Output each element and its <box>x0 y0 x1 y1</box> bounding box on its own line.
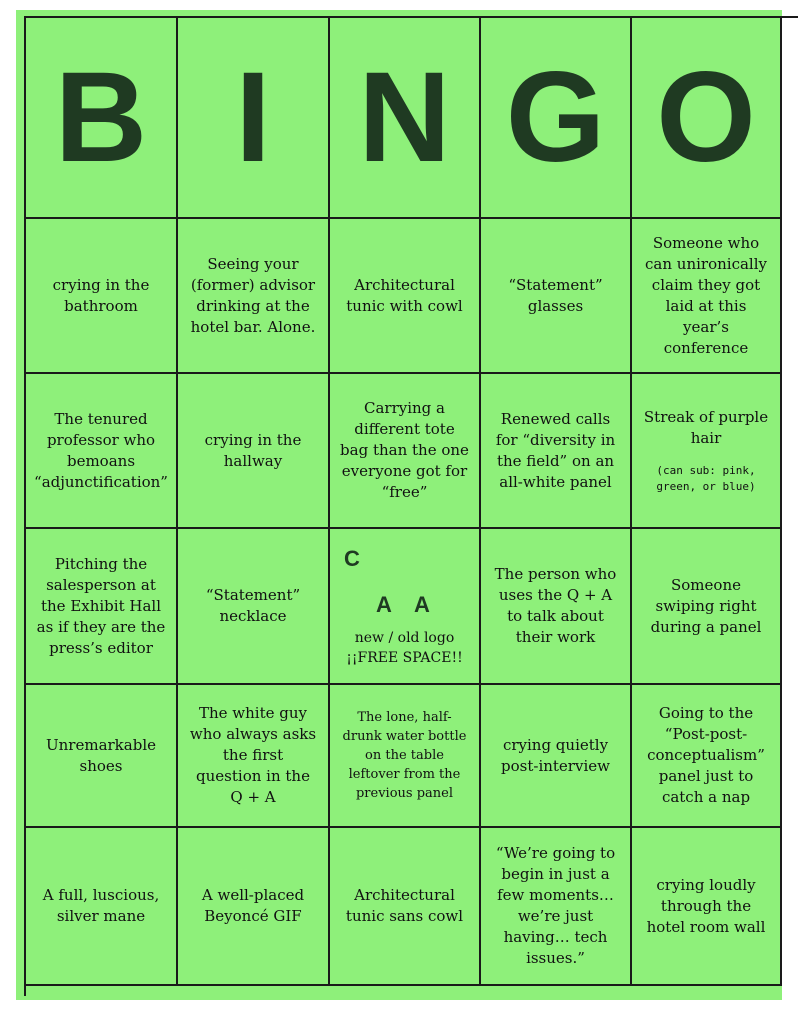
bingo-square[interactable]: Going to the “Post-post-conceptualism” panel just to catch a nap <box>632 685 782 828</box>
bingo-square[interactable]: crying in the hallway <box>178 374 330 529</box>
bingo-square[interactable]: Someone who can unironically claim they got laid at this year’s conference <box>632 219 782 374</box>
bingo-square[interactable]: “Statement” glasses <box>481 219 632 374</box>
bingo-square[interactable]: Unremarkable shoes <box>26 685 178 828</box>
square-subnote: (can sub: pink, green, or blue) <box>656 463 756 493</box>
header-letter-i: I <box>178 18 330 219</box>
bingo-grid <box>24 16 798 996</box>
bingo-square[interactable]: Architectural tunic with cowl <box>330 219 481 374</box>
bingo-square[interactable]: A full, luscious, silver mane <box>26 828 178 986</box>
bingo-square[interactable]: Someone swiping right during a panel <box>632 529 782 685</box>
logo-letter-a: A <box>376 592 392 617</box>
logo-letter-a: A <box>414 592 430 617</box>
bingo-square[interactable]: “Statement” necklace <box>178 529 330 685</box>
bingo-square[interactable]: Renewed calls for “diversity in the field” on an all-white panel <box>481 374 632 529</box>
header-letter-n: N <box>330 18 481 219</box>
caa-logo <box>340 544 469 628</box>
bingo-square[interactable]: Architectural tunic sans cowl <box>330 828 481 986</box>
bingo-square[interactable]: Pitching the salesperson at the Exhibit Hall as if they are the press’s editor <box>26 529 178 685</box>
bingo-square[interactable]: crying in the bathroom <box>26 219 178 374</box>
bingo-square[interactable]: Carrying a different tote bag than the one everyone got for “free” <box>330 374 481 529</box>
bingo-square-purple-hair[interactable] <box>632 374 782 529</box>
bingo-square[interactable]: The white guy who always asks the first question in the Q + A <box>178 685 330 828</box>
bingo-square[interactable]: The lone, half-drunk water bottle on the table leftover from the previous panel <box>330 685 481 828</box>
header-letter-o: O <box>632 18 782 219</box>
bingo-square[interactable]: The tenured professor who bemoans “adjunctification” <box>26 374 178 529</box>
free-space-label: ¡¡FREE SPACE!! <box>346 650 463 666</box>
bingo-square[interactable]: crying quietly post-interview <box>481 685 632 828</box>
bingo-square[interactable]: “We’re going to begin in just a few moments… we’re just having… tech issues.” <box>481 828 632 986</box>
bingo-square[interactable]: Seeing your (former) advisor drinking at the hotel bar. Alone. <box>178 219 330 374</box>
logo-letter-c: C <box>344 546 360 571</box>
logo-caption: new / old logo <box>354 630 455 646</box>
bingo-square[interactable]: crying loudly through the hotel room wall <box>632 828 782 986</box>
header-letter-b: B <box>26 18 178 219</box>
square-text: Streak of purple hair <box>643 407 769 447</box>
bingo-square[interactable]: The person who uses the Q + A to talk about their work <box>481 529 632 685</box>
header-letter-g: G <box>481 18 632 219</box>
bingo-card <box>16 10 782 1000</box>
bingo-square[interactable]: A well-placed Beyoncé GIF <box>178 828 330 986</box>
free-space-square[interactable] <box>330 529 481 685</box>
